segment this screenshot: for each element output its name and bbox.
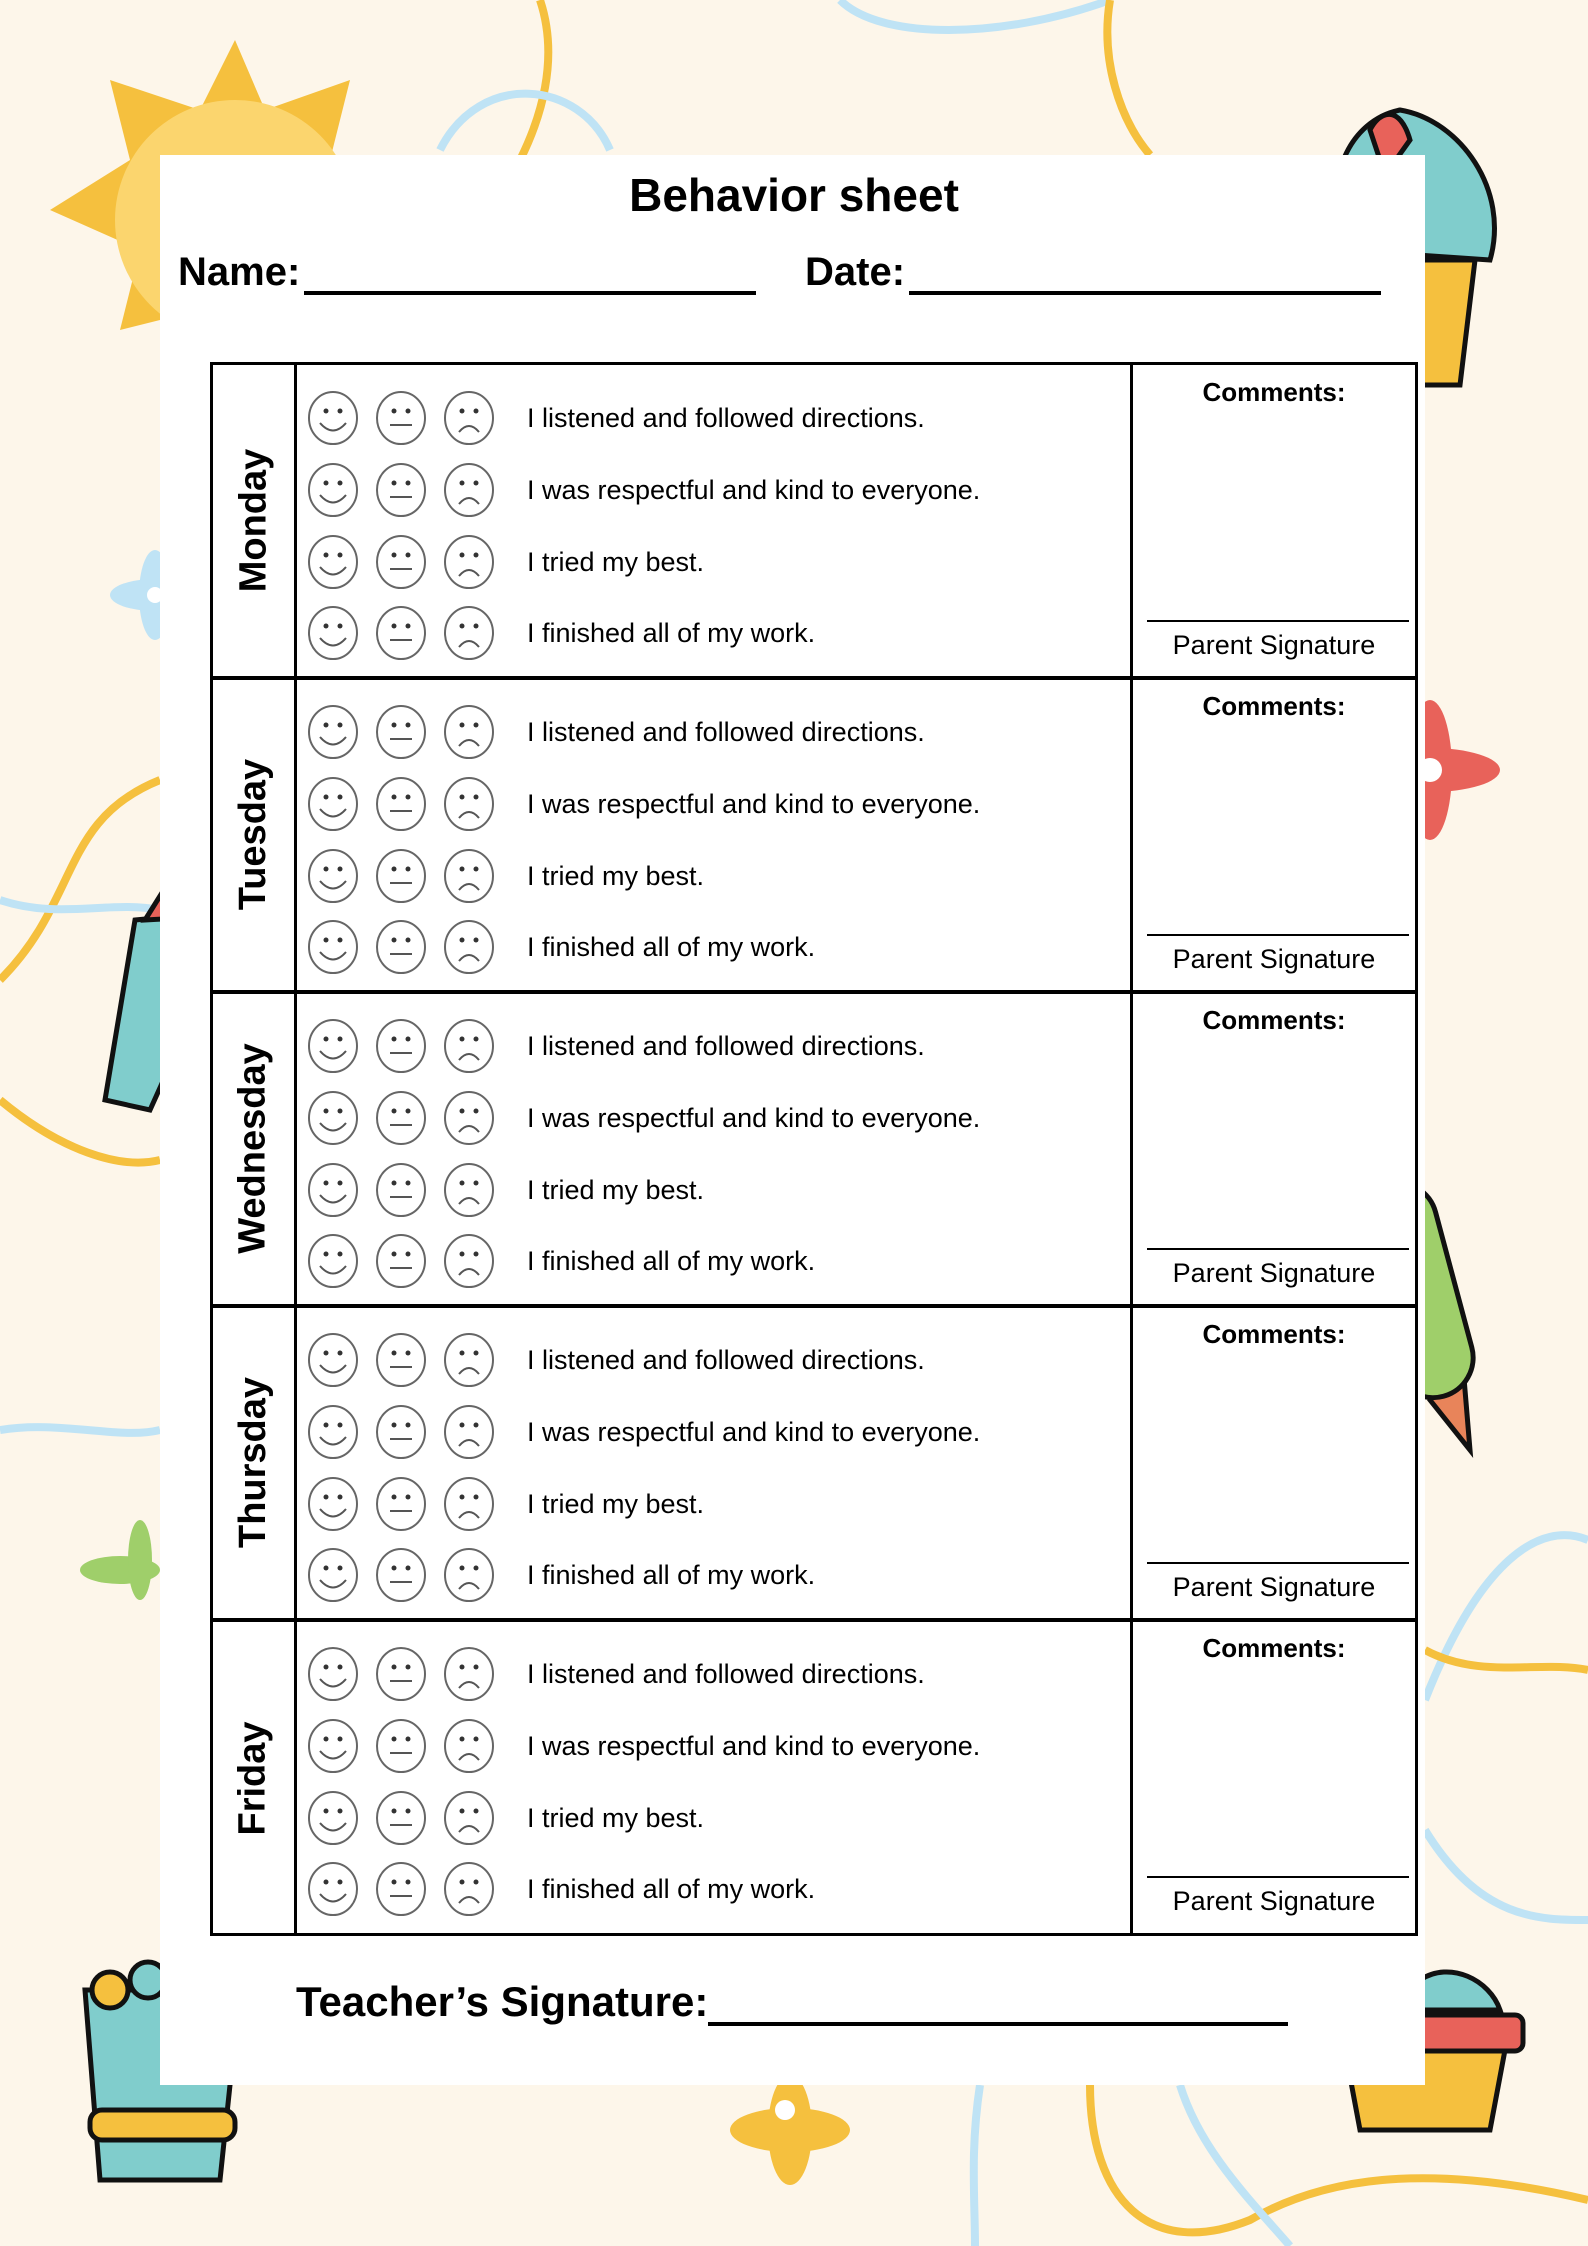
happy-face-icon[interactable] <box>305 1547 361 1603</box>
behavior-item <box>299 1475 704 1533</box>
neutral-face-icon[interactable] <box>373 1162 429 1218</box>
neutral-face-icon[interactable] <box>373 534 429 590</box>
parent-signature-label: Parent Signature <box>1172 1886 1376 1916</box>
happy-face-icon[interactable] <box>305 919 361 975</box>
behavior-item <box>299 604 815 662</box>
comments-cell[interactable] <box>1130 993 1415 1304</box>
comments-cell[interactable] <box>1130 1621 1415 1936</box>
neutral-face-icon[interactable] <box>373 1233 429 1289</box>
happy-face-icon[interactable] <box>305 704 361 760</box>
sad-face-icon[interactable] <box>441 1547 497 1603</box>
behavior-text: I tried my best. <box>527 546 705 577</box>
neutral-face-icon[interactable] <box>373 919 429 975</box>
happy-face-icon[interactable] <box>305 605 361 661</box>
parent-signature-line[interactable] <box>1147 620 1409 622</box>
sad-face-icon[interactable] <box>441 1090 497 1146</box>
sad-face-icon[interactable] <box>441 848 497 904</box>
parent-signature-line[interactable] <box>1147 1876 1409 1878</box>
day-label: Thursday <box>232 1376 275 1549</box>
behavior-text: I tried my best. <box>527 1174 705 1205</box>
neutral-face-icon[interactable] <box>373 776 429 832</box>
sad-face-icon[interactable] <box>441 462 497 518</box>
comments-label: Comments: <box>1202 691 1346 721</box>
day-label-cell <box>213 365 297 676</box>
parent-signature-label: Parent Signature <box>1172 630 1376 660</box>
behavior-text: I tried my best. <box>527 1488 705 1519</box>
behavior-item <box>299 1403 980 1461</box>
name-line[interactable] <box>304 261 756 295</box>
behavior-item <box>299 389 925 447</box>
behavior-item <box>299 1232 815 1290</box>
day-label: Friday <box>232 1721 275 1836</box>
happy-face-icon[interactable] <box>305 1162 361 1218</box>
happy-face-icon[interactable] <box>305 1332 361 1388</box>
behavior-item <box>299 1017 925 1075</box>
behavior-item <box>299 847 704 905</box>
neutral-face-icon[interactable] <box>373 1790 429 1846</box>
behavior-text: I finished all of my work. <box>527 617 816 648</box>
sad-face-icon[interactable] <box>441 1162 497 1218</box>
happy-face-icon[interactable] <box>305 390 361 446</box>
behavior-table <box>210 362 1418 1936</box>
parent-signature-label: Parent Signature <box>1172 1572 1376 1602</box>
sad-face-icon[interactable] <box>441 919 497 975</box>
behavior-text: I was respectful and kind to everyone. <box>527 1102 981 1133</box>
day-label: Monday <box>232 448 274 593</box>
neutral-face-icon[interactable] <box>373 1861 429 1917</box>
name-label: Name: <box>178 250 301 294</box>
behavior-text: I was respectful and kind to everyone. <box>527 1730 981 1761</box>
page-title: Behavior sheet <box>629 169 959 221</box>
day-label-cell <box>213 1307 297 1618</box>
sad-face-icon[interactable] <box>441 1018 497 1074</box>
neutral-face-icon[interactable] <box>373 462 429 518</box>
sad-face-icon[interactable] <box>441 1233 497 1289</box>
behavior-item <box>299 1860 815 1918</box>
sad-face-icon[interactable] <box>441 390 497 446</box>
behavior-item <box>299 703 925 761</box>
behavior-text: I listened and followed directions. <box>527 402 925 433</box>
neutral-face-icon[interactable] <box>373 390 429 446</box>
happy-face-icon[interactable] <box>305 534 361 590</box>
behavior-item <box>299 918 815 976</box>
happy-face-icon[interactable] <box>305 1790 361 1846</box>
comments-cell[interactable] <box>1130 679 1415 990</box>
neutral-face-icon[interactable] <box>373 1018 429 1074</box>
sad-face-icon[interactable] <box>441 776 497 832</box>
behavior-item <box>299 775 980 833</box>
happy-face-icon[interactable] <box>305 1233 361 1289</box>
neutral-face-icon[interactable] <box>373 1332 429 1388</box>
behavior-item <box>299 461 980 519</box>
day-section-friday <box>213 1621 1415 1936</box>
day-label-cell <box>213 993 297 1304</box>
sad-face-icon[interactable] <box>441 1646 497 1702</box>
behavior-item <box>299 1789 704 1847</box>
behavior-item <box>299 1717 980 1775</box>
sad-face-icon[interactable] <box>441 605 497 661</box>
sad-face-icon[interactable] <box>441 1404 497 1460</box>
happy-face-icon[interactable] <box>305 1404 361 1460</box>
behavior-text: I finished all of my work. <box>527 1873 816 1904</box>
sad-face-icon[interactable] <box>441 1332 497 1388</box>
yellow-flower-icon <box>730 2075 850 2185</box>
day-label-cell <box>213 1621 297 1936</box>
comments-label: Comments: <box>1202 1319 1346 1349</box>
date-field[interactable] <box>805 250 1381 295</box>
date-line[interactable] <box>909 261 1381 295</box>
behavior-text: I finished all of my work. <box>527 1559 816 1590</box>
happy-face-icon[interactable] <box>305 1646 361 1702</box>
happy-face-icon[interactable] <box>305 1718 361 1774</box>
day-section-thursday <box>213 1307 1415 1622</box>
neutral-face-icon[interactable] <box>373 605 429 661</box>
comments-cell[interactable] <box>1130 1307 1415 1618</box>
teacher-signature-label: Teacher’s Signature: <box>296 1978 709 2025</box>
neutral-face-icon[interactable] <box>373 1404 429 1460</box>
behavior-item <box>299 1161 704 1219</box>
neutral-face-icon[interactable] <box>373 704 429 760</box>
sad-face-icon[interactable] <box>441 1790 497 1846</box>
behavior-item <box>299 1089 980 1147</box>
comments-label: Comments: <box>1202 1005 1346 1035</box>
parent-signature-line[interactable] <box>1147 1248 1409 1250</box>
green-leaf-icon <box>80 1520 160 1600</box>
teacher-signature-field[interactable] <box>296 1978 1288 2026</box>
neutral-face-icon[interactable] <box>373 1090 429 1146</box>
behavior-item <box>299 1546 815 1604</box>
sad-face-icon[interactable] <box>441 1861 497 1917</box>
neutral-face-icon[interactable] <box>373 848 429 904</box>
behavior-text: I listened and followed directions. <box>527 1344 925 1375</box>
happy-face-icon[interactable] <box>305 1476 361 1532</box>
behavior-text: I finished all of my work. <box>527 931 816 962</box>
happy-face-icon[interactable] <box>305 1861 361 1917</box>
day-label: Wednesday <box>232 1043 275 1254</box>
behavior-item <box>299 1645 925 1703</box>
parent-signature-label: Parent Signature <box>1172 1258 1376 1288</box>
behavior-text: I listened and followed directions. <box>527 1030 925 1061</box>
day-section-wednesday <box>213 993 1415 1308</box>
sad-face-icon[interactable] <box>441 704 497 760</box>
parent-signature-line[interactable] <box>1147 934 1409 936</box>
teacher-signature-line[interactable] <box>708 1990 1288 2026</box>
comments-label: Comments: <box>1202 1633 1346 1663</box>
behavior-text: I listened and followed directions. <box>527 1658 925 1689</box>
parent-signature-label: Parent Signature <box>1172 944 1376 974</box>
day-label-cell <box>213 679 297 990</box>
behavior-text: I tried my best. <box>527 1802 705 1833</box>
behavior-item <box>299 533 704 591</box>
day-label: Tuesday <box>232 758 275 911</box>
behavior-text: I tried my best. <box>527 860 705 891</box>
behavior-text: I was respectful and kind to everyone. <box>527 474 981 505</box>
sad-face-icon[interactable] <box>441 1718 497 1774</box>
happy-face-icon[interactable] <box>305 1018 361 1074</box>
happy-face-icon[interactable] <box>305 848 361 904</box>
comments-cell[interactable] <box>1130 365 1415 676</box>
date-label: Date: <box>805 250 906 294</box>
name-field[interactable] <box>178 250 756 295</box>
behavior-item <box>299 1331 925 1389</box>
behavior-text: I was respectful and kind to everyone. <box>527 788 981 819</box>
happy-face-icon[interactable] <box>305 1090 361 1146</box>
neutral-face-icon[interactable] <box>373 1718 429 1774</box>
behavior-text: I finished all of my work. <box>527 1245 816 1276</box>
behavior-text: I listened and followed directions. <box>527 716 925 747</box>
sad-face-icon[interactable] <box>441 1476 497 1532</box>
happy-face-icon[interactable] <box>305 462 361 518</box>
day-section-tuesday <box>213 679 1415 994</box>
parent-signature-line[interactable] <box>1147 1562 1409 1564</box>
neutral-face-icon[interactable] <box>373 1476 429 1532</box>
neutral-face-icon[interactable] <box>373 1646 429 1702</box>
sad-face-icon[interactable] <box>441 534 497 590</box>
neutral-face-icon[interactable] <box>373 1547 429 1603</box>
happy-face-icon[interactable] <box>305 776 361 832</box>
comments-label: Comments: <box>1202 377 1346 407</box>
behavior-text: I was respectful and kind to everyone. <box>527 1416 981 1447</box>
day-section-monday <box>213 365 1415 680</box>
